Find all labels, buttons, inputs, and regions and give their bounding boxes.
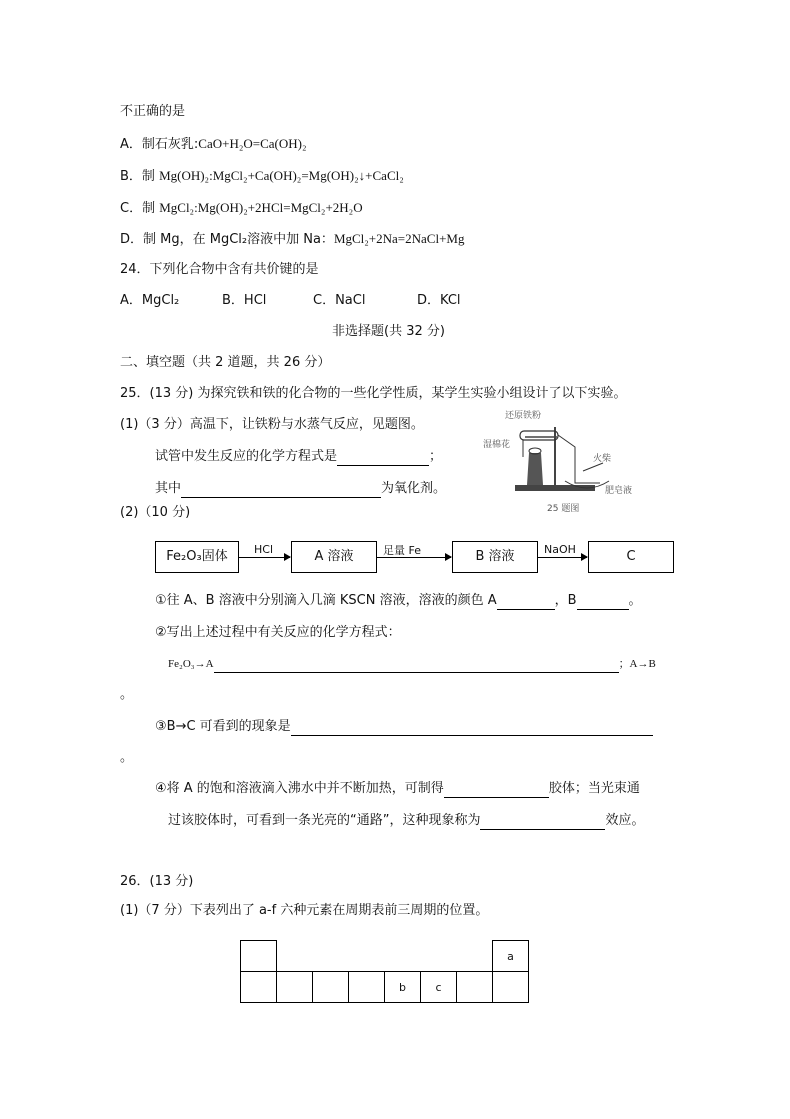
flow-arrow-3 bbox=[537, 557, 587, 558]
period-mark: 。 bbox=[120, 750, 134, 765]
q23-option-a: A．制石灰乳:CaO+H₂O=Ca(OH)₂ bbox=[120, 136, 307, 152]
apparatus-figure bbox=[465, 405, 635, 515]
q24-option-b: B．HCl bbox=[222, 293, 267, 308]
q25-sub1: ①往 A、B 溶液中分别滴入几滴 KSCN 溶液，溶液的颜色 A ，B 。 bbox=[155, 593, 642, 608]
q26-part1: (1)（7 分）下表列出了 a-f 六种元素在周期表前三周期的位置。 bbox=[120, 903, 489, 918]
q25-part1-line3: 其中 为氧化剂。 bbox=[155, 481, 447, 496]
q23-option-b: B．制 Mg(OH)₂:MgCl₂+Ca(OH)₂=Mg(OH)₂↓+CaCl₂ bbox=[120, 168, 404, 184]
q25-stem: 25．(13 分) 为探究铁和铁的化合物的一些化学性质，某学生实验小组设计了以下实验。 bbox=[120, 386, 627, 401]
q25-sub3: ③B→C 可看到的现象是 bbox=[155, 718, 653, 736]
q25-part1-line2: 试管中发生反应的化学方程式是 ； bbox=[155, 449, 443, 464]
flow-arrow-2-label: 足量 Fe bbox=[383, 544, 421, 557]
flow-arrow-1 bbox=[238, 557, 290, 558]
pt-cell bbox=[457, 972, 493, 1003]
q24-stem: 24．下列化合物中含有共价键的是 bbox=[120, 262, 319, 277]
q25-sub2: ②写出上述过程中有关反应的化学方程式： bbox=[155, 625, 401, 640]
fig-label-left: 湿棉花 bbox=[483, 440, 511, 450]
q23-stem-tail: 不正确的是 bbox=[120, 104, 186, 119]
flow-box-fe2o3: Fe₂O₃固体 bbox=[155, 541, 239, 573]
pt-cell bbox=[493, 972, 529, 1003]
fig-label-soap: 肥皂液 bbox=[605, 486, 633, 496]
answer-blank[interactable] bbox=[444, 783, 549, 798]
flow-box-c: C bbox=[588, 541, 674, 573]
pt-cell bbox=[349, 972, 385, 1003]
answer-blank[interactable] bbox=[337, 451, 429, 466]
pt-cell bbox=[241, 972, 277, 1003]
q23-option-d: D．制 Mg，在 MgCl₂溶液中加 Na：MgCl₂+2Na=2NaCl+Mg bbox=[120, 231, 465, 247]
answer-blank[interactable] bbox=[577, 595, 629, 610]
q24-option-a: A．MgCl₂ bbox=[120, 293, 180, 308]
q25-sub4-line2: 过该胶体时，可看到一条光亮的“通路”，这种现象称为 效应。 bbox=[168, 813, 645, 828]
pt-cell bbox=[313, 972, 349, 1003]
q24-option-d: D．KCl bbox=[417, 293, 461, 308]
flow-arrow-1-label: HCl bbox=[254, 543, 274, 556]
periodic-table bbox=[240, 940, 529, 1003]
q23-option-c: C．制 MgCl₂:Mg(OH)₂+2HCl=MgCl₂+2H₂O bbox=[120, 200, 363, 216]
answer-blank[interactable] bbox=[181, 483, 381, 498]
answer-blank[interactable] bbox=[497, 595, 555, 610]
flow-arrow-3-label: NaOH bbox=[544, 543, 576, 556]
pt-cell-c: c bbox=[421, 972, 457, 1003]
part-two-title: 二、填空题（共 2 道题，共 26 分） bbox=[120, 355, 331, 370]
fig-label-top: 还原铁粉 bbox=[505, 411, 542, 421]
pt-cell bbox=[277, 972, 313, 1003]
flow-box-a: A 溶液 bbox=[291, 541, 377, 573]
q24-option-c: C．NaCl bbox=[313, 293, 366, 308]
pt-cell bbox=[241, 941, 277, 972]
answer-blank[interactable] bbox=[291, 721, 653, 736]
flow-box-b: B 溶液 bbox=[452, 541, 538, 573]
answer-blank[interactable] bbox=[214, 658, 619, 673]
q25-sub4-line1: ④将 A 的饱和溶液滴入沸水中并不断加热，可制得 胶体；当光束通 bbox=[155, 781, 640, 796]
q25-part2-label: (2)（10 分) bbox=[120, 505, 191, 520]
section-title: 非选择题(共 32 分) bbox=[332, 324, 445, 339]
answer-blank[interactable] bbox=[480, 815, 605, 830]
q26-stem: 26．(13 分) bbox=[120, 874, 194, 889]
fig-caption: 25 题图 bbox=[547, 504, 580, 514]
period-mark: 。 bbox=[120, 687, 134, 702]
q25-sub2-equations: Fe₂O₃→A ；A→B bbox=[168, 655, 656, 673]
q25-part1-line1: (1)（3 分）高温下，让铁粉与水蒸气反应，见题图。 bbox=[120, 417, 424, 432]
pt-cell-a: a bbox=[493, 941, 529, 972]
pt-cell-b: b bbox=[385, 972, 421, 1003]
fig-label-fire: 火柴 bbox=[593, 454, 612, 464]
